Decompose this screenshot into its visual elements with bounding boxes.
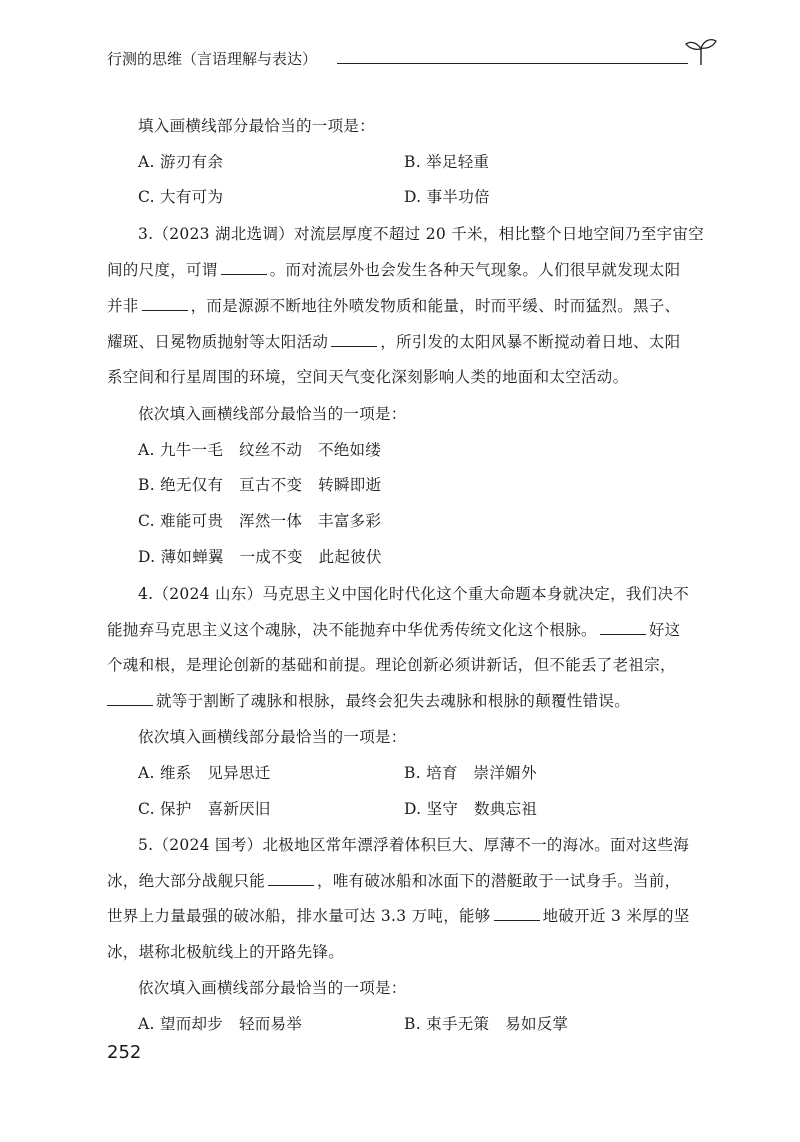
q3-line-5: 系空间和行星周围的环境，空间天气变化深刻影响人类的地面和太空活动。 <box>107 368 629 386</box>
answer-blank <box>331 345 377 347</box>
option-b: B. 举足轻重 <box>404 153 490 171</box>
answer-blank <box>268 884 314 886</box>
q5-line-4: 冰，堪称北极航线上的开路先锋。 <box>107 943 345 961</box>
option-a: A. 维系 见异思迁 <box>138 764 271 782</box>
option-b: B. 培育 崇洋媚外 <box>404 764 537 782</box>
option-b: B. 绝无仅有 亘古不变 转瞬即逝 <box>138 476 382 494</box>
question-prompt: 依次填入画横线部分最恰当的一项是： <box>138 979 407 997</box>
option-a: A. 九牛一毛 纹丝不动 不绝如缕 <box>138 441 382 459</box>
question-prompt: 填入画横线部分最恰当的一项是： <box>138 117 376 135</box>
q3-line-4: 耀斑、日冕物质抛射等太阳活动 ，所引发的太阳风暴不断搅动着日地、太阳 <box>107 333 681 351</box>
q4-line-3: 个魂和根，是理论创新的基础和前提。理论创新必须讲新话，但不能丢了老祖宗， <box>107 656 676 674</box>
answer-blank <box>142 309 188 311</box>
running-header <box>107 48 708 72</box>
option-a: A. 望而却步 轻而易举 <box>138 1015 303 1033</box>
page-number: 252 <box>107 1042 142 1063</box>
q4-line-4: 就等于割断了魂脉和根脉，最终会犯失去魂脉和根脉的颠覆性错误。 <box>107 689 630 711</box>
option-d: D. 薄如蝉翼 一成不变 此起彼伏 <box>138 548 382 566</box>
answer-blank <box>221 273 267 275</box>
question-prompt: 依次填入画横线部分最恰当的一项是： <box>138 728 407 746</box>
answer-blank <box>600 633 646 635</box>
question-prompt: 依次填入画横线部分最恰当的一项是： <box>138 405 407 423</box>
q5-line-2: 冰，绝大部分战舰只能 ，唯有破冰船和冰面下的潜艇敢于一试身手。当前， <box>107 872 681 890</box>
option-d: D. 坚守 数典忘祖 <box>404 800 538 818</box>
answer-blank <box>107 704 153 706</box>
option-c: C. 难能可贵 浑然一体 丰富多彩 <box>138 512 382 530</box>
answer-blank <box>494 919 540 921</box>
q4-line-1: 4.（2024 山东）马克思主义中国化时代化这个重大命题本身就决定，我们决不 <box>138 585 690 603</box>
sprout-icon <box>684 36 718 66</box>
header-rule <box>337 63 688 64</box>
q5-line-1: 5.（2024 国考）北极地区常年漂浮着体积巨大、厚薄不一的海冰。面对这些海 <box>138 836 690 854</box>
option-a: A. 游刃有余 <box>138 153 224 171</box>
header-title: 行测的思维（言语理解与表达） <box>107 50 318 68</box>
option-c: C. 大有可为 <box>138 188 224 206</box>
option-d: D. 事半功倍 <box>404 188 490 206</box>
option-c: C. 保护 喜新厌旧 <box>138 800 271 818</box>
q3-line-2: 间的尺度，可谓 。而对流层外也会发生各种天气现象。人们很早就发现太阳 <box>107 261 681 279</box>
q3-line-3: 并非 ，而是源源不断地往外喷发物质和能量，时而平缓、时而猛烈。黑子、 <box>107 297 681 315</box>
q3-line-1: 3.（2023 湖北选调）对流层厚度不超过 20 千米，相比整个日地空间乃至宇宙空 <box>138 225 705 243</box>
option-b: B. 束手无策 易如反掌 <box>404 1015 569 1033</box>
q5-line-3: 世界上力量最强的破冰船，排水量可达 3.3 万吨，能够 地破开近 3 米厚的坚 <box>107 907 690 925</box>
q4-line-2: 能抛弃马克思主义这个魂脉，决不能抛弃中华优秀传统文化这个根脉。 好这 <box>107 621 681 639</box>
